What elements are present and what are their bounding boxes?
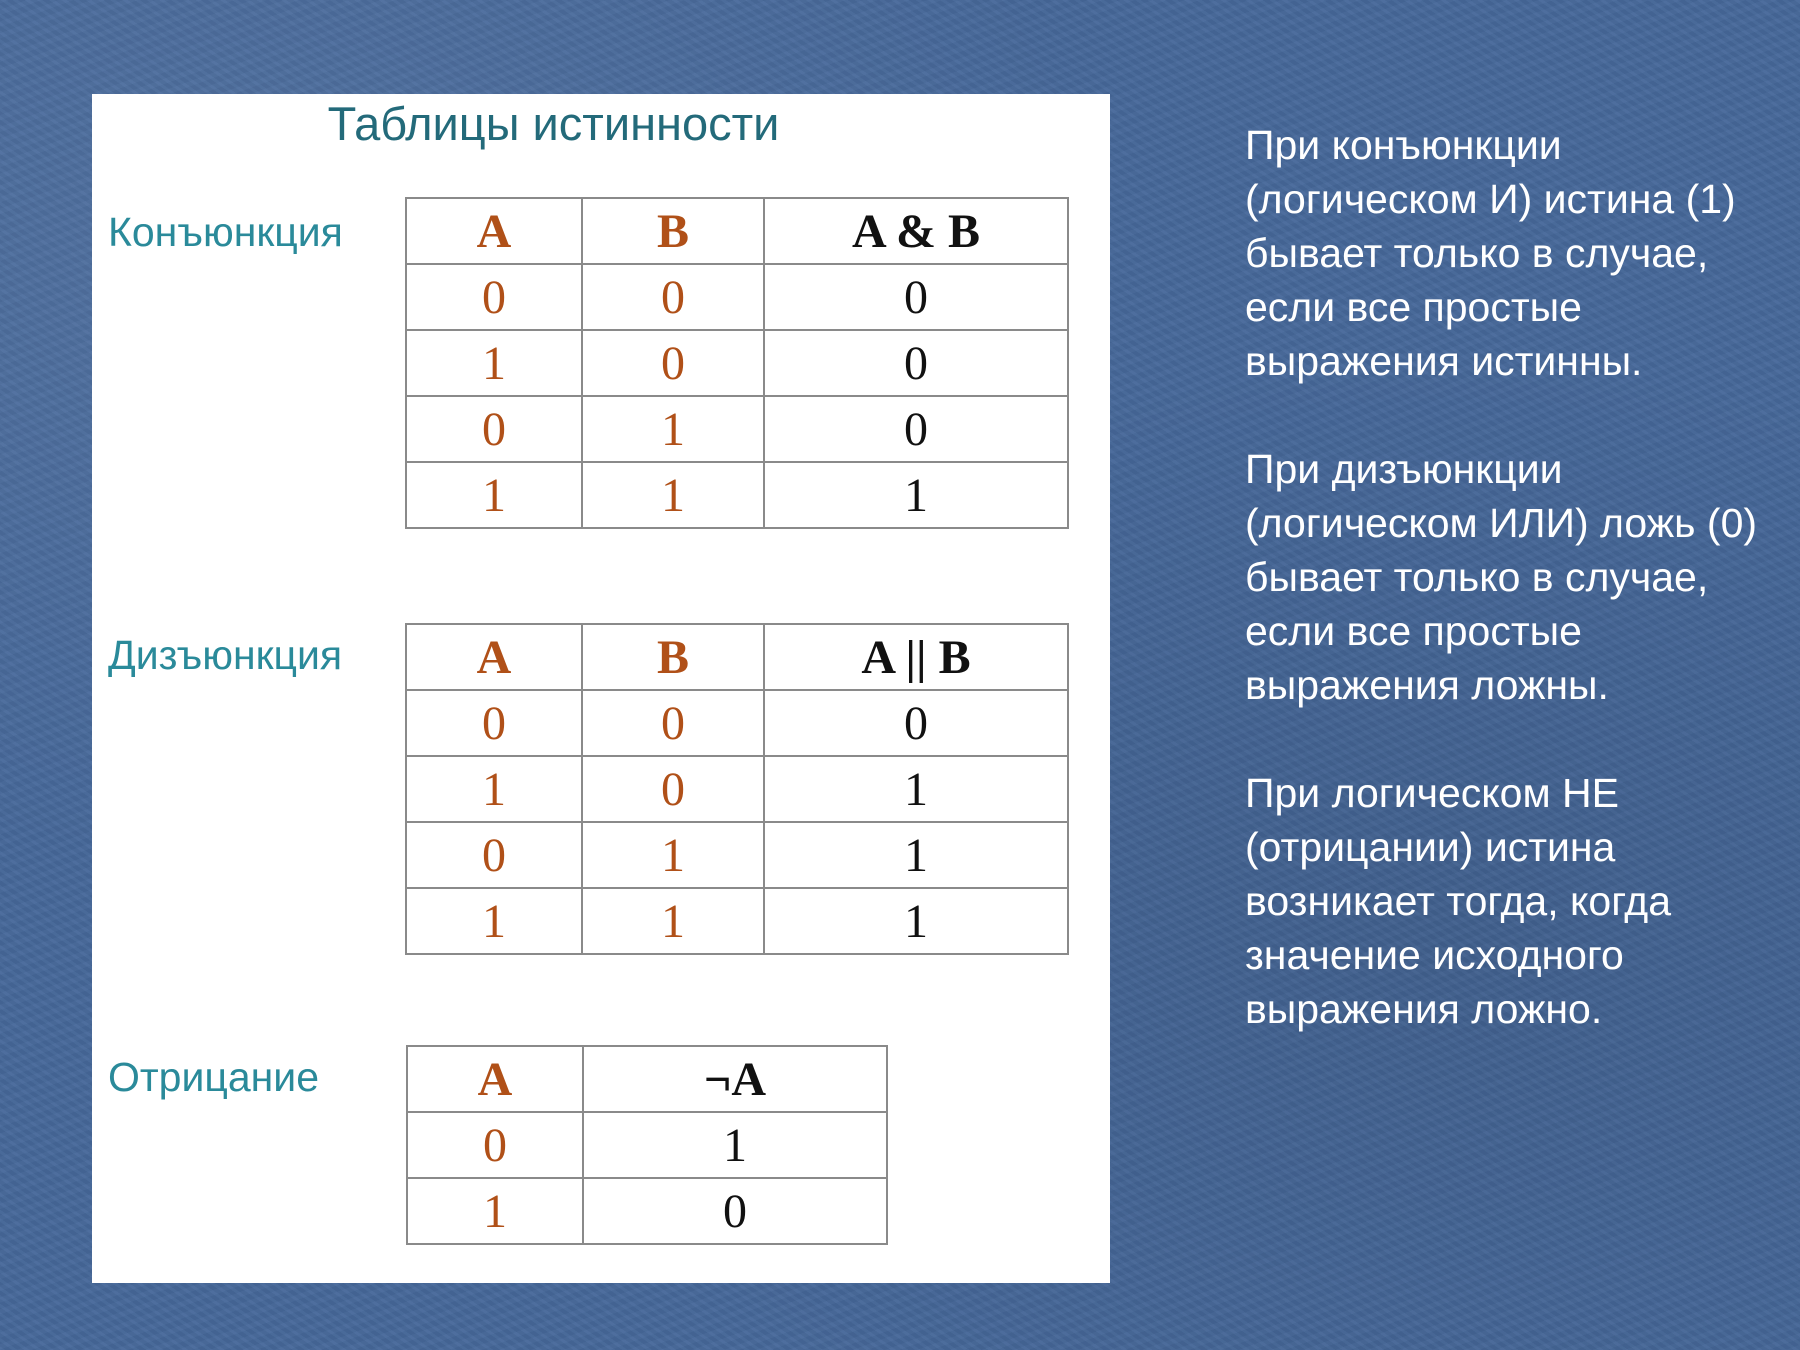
table-header-row: [406, 198, 1068, 264]
column-header-b: B: [582, 624, 764, 690]
explanation-notes: [1245, 118, 1765, 1090]
column-header-a: A: [406, 198, 582, 264]
cell-result: 0: [583, 1178, 887, 1244]
cell-b: 1: [582, 888, 764, 954]
cell-result: 1: [764, 462, 1068, 528]
cell-result: 0: [764, 264, 1068, 330]
cell-result: 1: [583, 1112, 887, 1178]
cell-a: 0: [407, 1112, 583, 1178]
cell-a: 0: [406, 690, 582, 756]
cell-a: 0: [406, 396, 582, 462]
table-row: [406, 462, 1068, 528]
table-row: [406, 396, 1068, 462]
table-header-row: [407, 1046, 887, 1112]
column-header-result: A & B: [764, 198, 1068, 264]
conjunction-note: При конъюнкции (логическом И) истина (1) бывает только в случае, если все простые выражения истинны.: [1245, 122, 1736, 384]
table-row: [406, 330, 1068, 396]
cell-b: 1: [582, 462, 764, 528]
truth-tables-panel: [92, 94, 1110, 1283]
cell-a: 1: [406, 330, 582, 396]
cell-b: 0: [582, 330, 764, 396]
cell-a: 0: [406, 822, 582, 888]
column-header-not-a: ¬A: [583, 1046, 887, 1112]
cell-b: 0: [582, 690, 764, 756]
negation-table: [406, 1045, 888, 1245]
table-row: [406, 690, 1068, 756]
cell-a: 0: [406, 264, 582, 330]
negation-label: Отрицание: [108, 1054, 320, 1100]
table-header-row: [406, 624, 1068, 690]
cell-result: 0: [764, 330, 1068, 396]
cell-result: 0: [764, 396, 1068, 462]
disjunction-note: При дизъюнкции (логическом ИЛИ) ложь (0) бывает только в случае, если все простые выражения ложны.: [1245, 446, 1758, 708]
table-row: [406, 264, 1068, 330]
cell-result: 1: [764, 756, 1068, 822]
negation-note: При логическом НЕ (отрицании) истина возникает тогда, когда значение исходного выражения ложно.: [1245, 770, 1672, 1032]
column-header-result: A || B: [764, 624, 1068, 690]
conjunction-table: [405, 197, 1069, 529]
disjunction-label: Дизъюнкция: [108, 632, 343, 678]
cell-result: 0: [764, 690, 1068, 756]
table-row: [406, 822, 1068, 888]
cell-a: 1: [406, 888, 582, 954]
cell-a: 1: [407, 1178, 583, 1244]
conjunction-label: Конъюнкция: [108, 209, 343, 255]
column-header-a: A: [407, 1046, 583, 1112]
column-header-b: B: [582, 198, 764, 264]
cell-b: 0: [582, 264, 764, 330]
cell-a: 1: [406, 462, 582, 528]
cell-result: 1: [764, 822, 1068, 888]
cell-b: 1: [582, 396, 764, 462]
table-row: [407, 1178, 887, 1244]
column-header-a: A: [406, 624, 582, 690]
table-row: [406, 756, 1068, 822]
cell-b: 1: [582, 822, 764, 888]
cell-result: 1: [764, 888, 1068, 954]
page-title: Таблицы истинности: [327, 97, 780, 150]
table-row: [406, 888, 1068, 954]
disjunction-table: [405, 623, 1069, 955]
table-row: [407, 1112, 887, 1178]
cell-a: 1: [406, 756, 582, 822]
cell-b: 0: [582, 756, 764, 822]
